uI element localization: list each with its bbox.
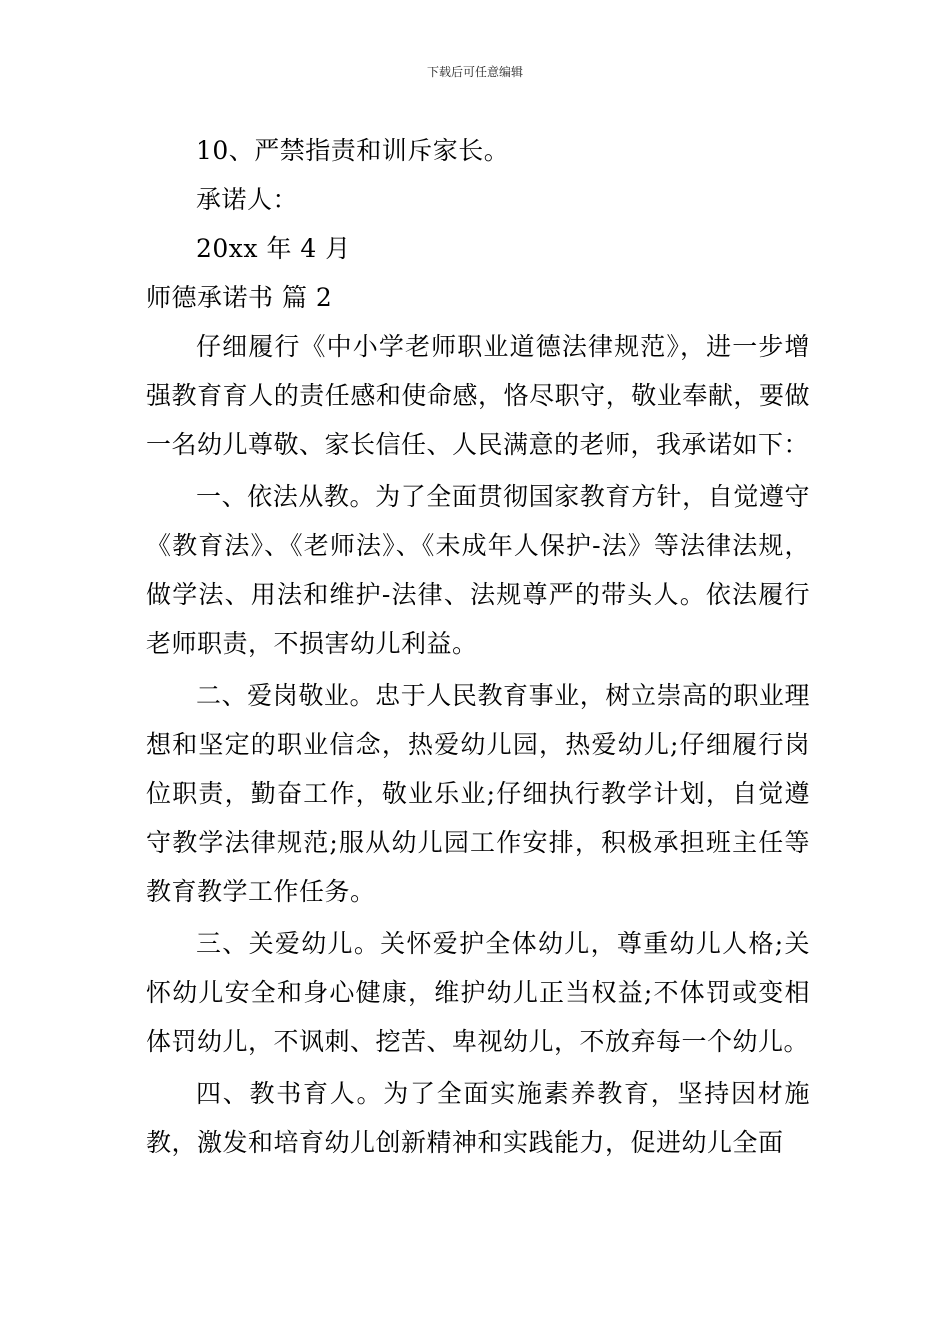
item-10: 10、严禁指责和训斥家长。 — [196, 136, 510, 165]
point-1-paragraph: 一、依法从教。为了全面贯彻国家教育方针，自觉遵守《教育法》、《老师法》、《未成年人保护-法》等法律法规，做学法、用法和维护-法律、法规尊严的带头人。依法履行老师职责，不损害幼儿利益。 — [146, 482, 810, 658]
signer-label: 承诺人： — [196, 185, 299, 214]
section-title: 师德承诺书 篇 2 — [146, 283, 333, 312]
point-3-paragraph: 三、关爱幼儿。关怀爱护全体幼儿，尊重幼儿人格;关怀幼儿安全和身心健康，维护幼儿正当权益;不体罚或变相体罚幼儿，不讽刺、挖苦、卑视幼儿，不放弃每一个幼儿。 — [146, 929, 810, 1056]
header-note: 下载后可任意编辑 — [426, 65, 523, 79]
intro-paragraph: 仔细履行《中小学老师职业道德法律规范》，进一步增强教育育人的责任感和使命感，恪尽职守，敬业奉献，要做一名幼儿尊敬、家长信任、人民满意的老师，我承诺如下： — [146, 332, 810, 459]
date-line: 20xx 年 4 月 — [196, 234, 351, 263]
document-body — [146, 126, 810, 1170]
point-4-paragraph: 四、教书育人。为了全面实施素养教育，坚持因材施教，激发和培育幼儿创新精神和实践能力，促进幼儿全面 — [146, 1079, 810, 1157]
point-2-paragraph: 二、爱岗敬业。忠于人民教育事业，树立崇高的职业理想和坚定的职业信念，热爱幼儿园，热爱幼儿;仔细履行岗位职责，勤奋工作，敬业乐业;仔细执行教学计划，自觉遵守教学法律规范;服从幼儿园工作安排，积极承担班主任等教育教学工作任务。 — [146, 681, 810, 906]
